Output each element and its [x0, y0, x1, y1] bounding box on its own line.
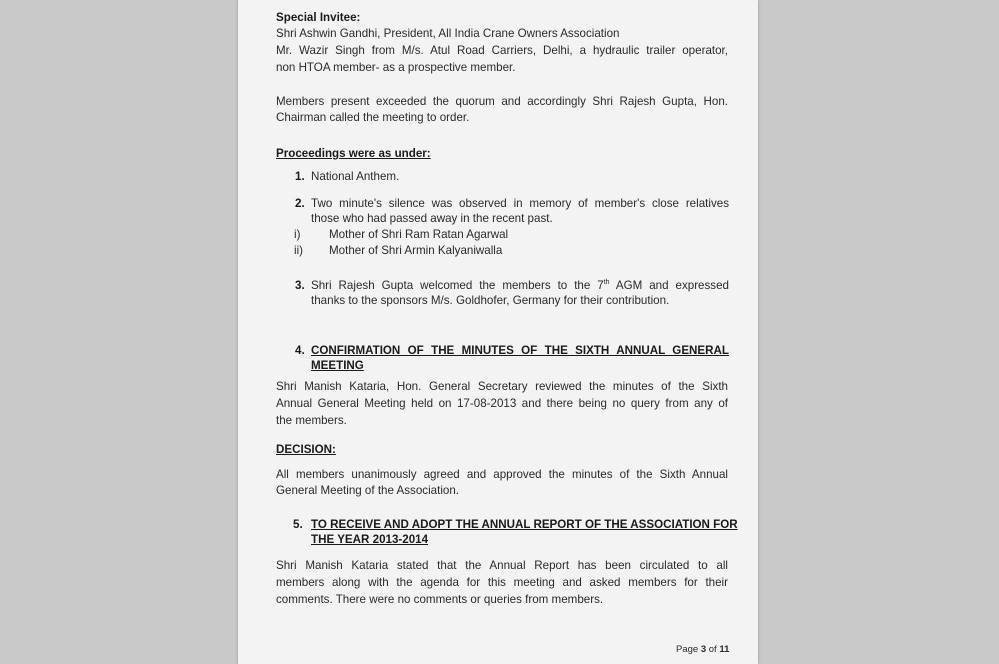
item-number: 3. [295, 279, 305, 292]
section-heading: TO RECEIVE AND ADOPT THE ANNUAL REPORT OF THE ASSOCIATION FOR [311, 518, 738, 531]
special-invitee-line: non HTOA member- as a prospective member. [276, 61, 516, 74]
decision-line: General Meeting of the Association. [276, 484, 460, 497]
section5-body-line: Shri Manish Kataria stated that the Annual Report has been circulated to all [276, 559, 728, 572]
decision-heading: DECISION: [276, 443, 336, 456]
section-heading: CONFIRMATION OF THE MINUTES OF THE SIXTH ANNUAL GENERAL [311, 344, 729, 357]
section4-body-line: the members. [276, 414, 347, 427]
item-number: 2. [295, 197, 305, 210]
section5-body-line: members along with the agenda for this meeting and asked members for their [276, 576, 728, 589]
decision-line: All members unanimously agreed and approved the minutes of the Sixth Annual [276, 468, 728, 481]
item-text: Shri Rajesh Gupta welcomed the members to the 7th AGM and expressed [311, 279, 729, 292]
special-invitee-heading: Special Invitee: [276, 11, 361, 24]
subitem-number: i) [294, 228, 301, 241]
section-heading: THE YEAR 2013-2014 [311, 533, 429, 546]
section4-body-line: Annual General Meeting held on 17-08-2013 and there being no query from any of [276, 397, 728, 410]
section-number: 4. [295, 344, 305, 357]
special-invitee-line: Mr. Wazir Singh from M/s. Atul Road Carriers, Delhi, a hydraulic trailer operator, [276, 44, 728, 57]
quorum-paragraph-line: Chairman called the meeting to order. [276, 111, 470, 124]
section-number: 5. [293, 518, 303, 531]
subitem-number: ii) [294, 244, 304, 257]
item-text: thanks to the sponsors M/s. Goldhofer, Germany for their contribution. [311, 294, 670, 307]
section-heading: MEETING [311, 359, 364, 372]
subitem-text: Mother of Shri Ram Ratan Agarwal [329, 228, 509, 241]
section5-body-line: comments. There were no comments or queries from members. [276, 593, 604, 606]
quorum-paragraph-line: Members present exceeded the quorum and accordingly Shri Rajesh Gupta, Hon. [276, 95, 728, 108]
subitem-text: Mother of Shri Armin Kalyaniwalla [329, 244, 503, 257]
special-invitee-line: Shri Ashwin Gandhi, President, All India Crane Owners Association [276, 27, 620, 40]
proceedings-heading: Proceedings were as under: [276, 147, 431, 160]
document-page [238, 0, 758, 664]
section4-body-line: Shri Manish Kataria, Hon. General Secretary reviewed the minutes of the Sixth [276, 380, 728, 393]
page-number: Page 3 of 11 [676, 644, 730, 655]
item-text: Two minute's silence was observed in memory of member's close relatives [311, 197, 729, 210]
item-text: National Anthem. [311, 170, 400, 183]
item-number: 1. [295, 170, 305, 183]
item-text: those who had passed away in the recent past. [311, 212, 553, 225]
